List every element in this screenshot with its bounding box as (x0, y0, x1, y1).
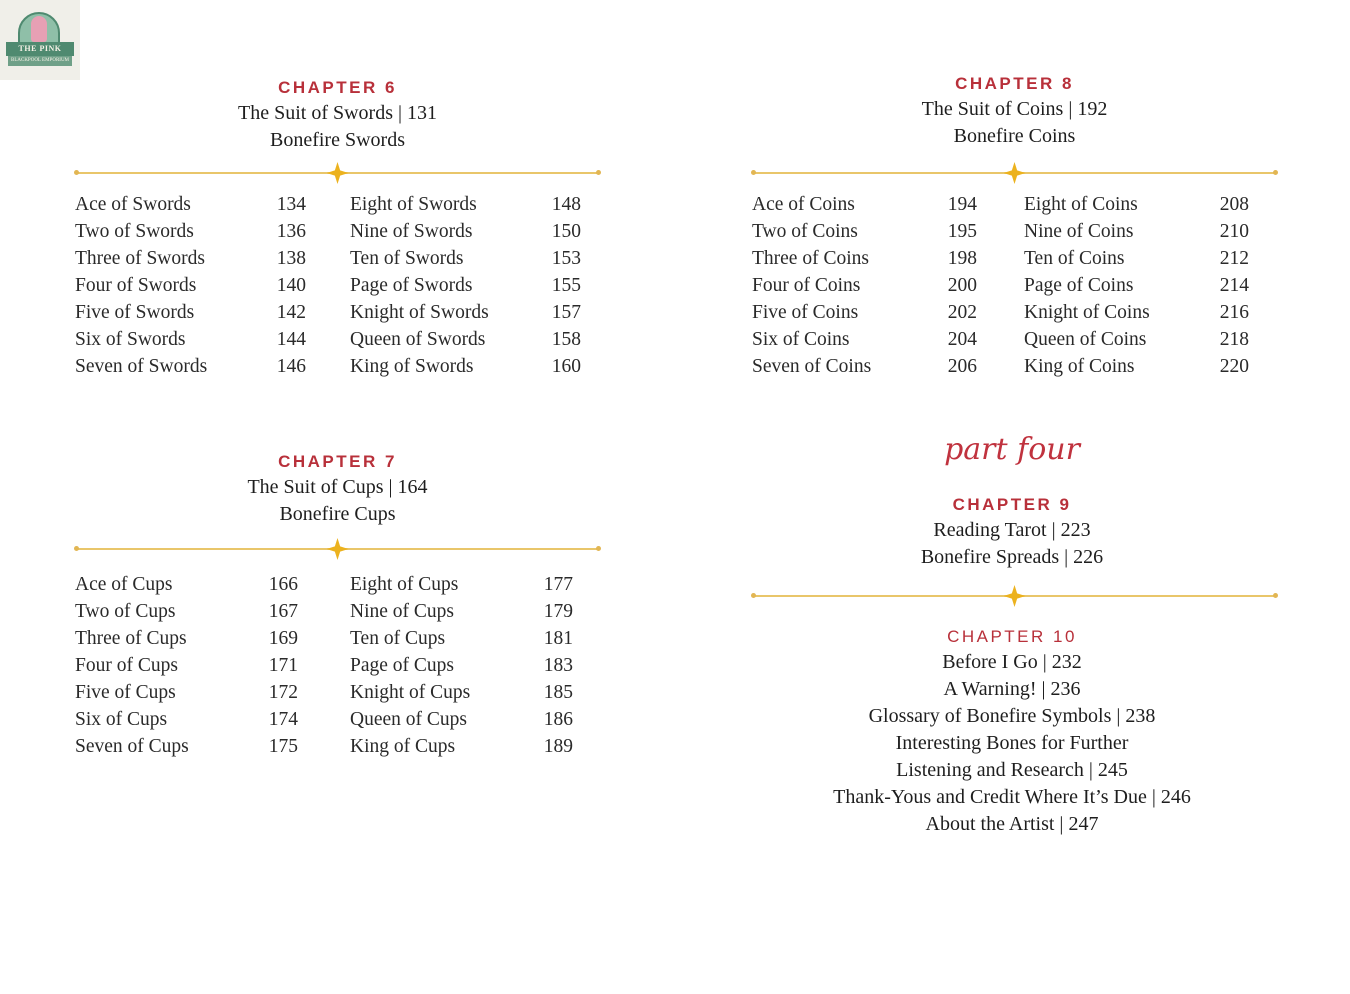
toc-entry-name: Queen of Coins (1024, 329, 1147, 350)
toc-entry-page: 200 (947, 275, 977, 296)
chapter-9-divider (752, 590, 1277, 602)
toc-entry-page: 142 (276, 302, 306, 323)
toc-entry-page: 210 (1219, 221, 1249, 242)
toc-entry-name: Six of Swords (75, 329, 186, 350)
toc-entry-name: Three of Swords (75, 248, 205, 269)
toc-entry-page: 214 (1219, 275, 1249, 296)
toc-entry-page: 220 (1219, 356, 1249, 377)
diamond-star-icon (327, 162, 349, 184)
toc-entry-page: 183 (543, 655, 573, 676)
part-four-heading: part four (944, 432, 1080, 467)
toc-entry-name: King of Coins (1024, 356, 1135, 377)
toc-entry-name: Eight of Cups (350, 574, 459, 595)
toc-entry-name: Three of Cups (75, 628, 187, 649)
toc-entry-page: 134 (276, 194, 306, 215)
toc-entry-name: Three of Coins (752, 248, 869, 269)
diamond-star-icon (327, 538, 349, 560)
chapter-10-line-5: Listening and Research | 245 (896, 759, 1128, 781)
toc-entry-name: Four of Coins (752, 275, 861, 296)
toc-entry-name: Nine of Swords (350, 221, 473, 242)
toc-entry-name: Ten of Swords (350, 248, 464, 269)
toc-entry-name: Five of Swords (75, 302, 195, 323)
toc-entry-page: 169 (268, 628, 298, 649)
chapter-10-line-6: Thank-Yous and Credit Where It’s Due | 246 (833, 786, 1191, 808)
toc-entry-page: 204 (947, 329, 977, 350)
toc-entry-page: 148 (551, 194, 581, 215)
diamond-star-icon (1004, 162, 1026, 184)
toc-entry-name: Page of Coins (1024, 275, 1134, 296)
toc-entry-name: Four of Swords (75, 275, 197, 296)
logo-title: THE PINK (6, 42, 74, 56)
toc-entry-page: 171 (268, 655, 298, 676)
toc-entry-page: 206 (947, 356, 977, 377)
toc-entry-page: 138 (276, 248, 306, 269)
logo-subtitle: BLACKPOOL EMPORIUM (8, 56, 72, 66)
toc-entry-name: King of Cups (350, 736, 456, 757)
toc-entry-page: 155 (551, 275, 581, 296)
toc-entry-name: Ace of Cups (75, 574, 173, 595)
toc-entry-name: Ten of Coins (1024, 248, 1125, 269)
toc-entry-page: 144 (276, 329, 306, 350)
toc-entry-page: 150 (551, 221, 581, 242)
toc-entry-page: 198 (947, 248, 977, 269)
diamond-star-icon (1004, 585, 1026, 607)
toc-entry-page: 216 (1219, 302, 1249, 323)
toc-entry-page: 174 (268, 709, 298, 730)
toc-entry-page: 218 (1219, 329, 1249, 350)
chapter-10-line-2: A Warning! | 236 (943, 678, 1081, 700)
toc-entry-name: Knight of Cups (350, 682, 471, 703)
toc-entry-name: Seven of Coins (752, 356, 872, 377)
toc-entry-page: 179 (543, 601, 573, 622)
toc-entry-page: 160 (551, 356, 581, 377)
toc-entry-name: Nine of Coins (1024, 221, 1134, 242)
toc-entry-name: Knight of Coins (1024, 302, 1150, 323)
chapter-7-heading: CHAPTER 7 (278, 452, 397, 471)
toc-entry-name: King of Swords (350, 356, 474, 377)
toc-entry-name: Queen of Swords (350, 329, 486, 350)
toc-entry-page: 166 (268, 574, 298, 595)
chapter-10-line-4: Interesting Bones for Further (895, 732, 1129, 754)
toc-entry-page: 208 (1219, 194, 1249, 215)
toc-entry-name: Two of Cups (75, 601, 176, 622)
toc-entry-page: 195 (947, 221, 977, 242)
chapter-6-heading: CHAPTER 6 (278, 78, 397, 97)
toc-entry-page: 157 (551, 302, 581, 323)
toc-entry-page: 136 (276, 221, 306, 242)
toc-entry-name: Ace of Swords (75, 194, 191, 215)
toc-entry-name: Nine of Cups (350, 601, 454, 622)
chapter-10-line-7: About the Artist | 247 (925, 813, 1099, 835)
chapter-8-title: The Suit of Coins | 192 (921, 98, 1108, 120)
chapter-10-line-3: Glossary of Bonefire Symbols | 238 (868, 705, 1156, 727)
toc-entry-page: 194 (947, 194, 977, 215)
toc-entry-page: 153 (551, 248, 581, 269)
toc-entry-page: 175 (268, 736, 298, 757)
toc-entry-name: Eight of Swords (350, 194, 477, 215)
toc-entry-name: Six of Coins (752, 329, 850, 350)
chapter-7-divider (75, 543, 600, 555)
toc-entry-name: Ace of Coins (752, 194, 855, 215)
chapter-9-line-2: Bonefire Spreads | 226 (920, 546, 1104, 568)
chapter-6-title: The Suit of Swords | 131 (237, 102, 437, 124)
toc-entry-name: Queen of Cups (350, 709, 467, 730)
chapter-9-heading: CHAPTER 9 (952, 495, 1072, 514)
chapter-10-heading: CHAPTER 10 (947, 627, 1077, 646)
toc-entry-name: Ten of Cups (350, 628, 446, 649)
chapter-8-divider (752, 167, 1277, 179)
toc-entry-page: 140 (276, 275, 306, 296)
toc-entry-page: 202 (947, 302, 977, 323)
toc-entry-name: Five of Coins (752, 302, 859, 323)
chapter-8-subtitle: Bonefire Coins (953, 125, 1076, 147)
toc-entry-page: 181 (543, 628, 573, 649)
toc-entry-name: Two of Swords (75, 221, 194, 242)
chapter-7-title: The Suit of Cups | 164 (247, 476, 428, 498)
toc-entry-page: 146 (276, 356, 306, 377)
toc-entry-page: 167 (268, 601, 298, 622)
logo-figure (31, 16, 47, 42)
toc-entry-name: Five of Cups (75, 682, 176, 703)
chapter-6-divider (75, 167, 600, 179)
toc-entry-name: Page of Swords (350, 275, 473, 296)
chapter-9-line-1: Reading Tarot | 223 (933, 519, 1091, 541)
chapter-6-subtitle: Bonefire Swords (270, 129, 405, 151)
toc-entry-page: 185 (543, 682, 573, 703)
toc-entry-name: Four of Cups (75, 655, 178, 676)
toc-entry-name: Seven of Swords (75, 356, 208, 377)
toc-entry-name: Eight of Coins (1024, 194, 1138, 215)
toc-entry-name: Seven of Cups (75, 736, 189, 757)
toc-entry-name: Page of Cups (350, 655, 454, 676)
chapter-10-line-1: Before I Go | 232 (942, 651, 1082, 673)
toc-entry-name: Knight of Swords (350, 302, 489, 323)
toc-entry-page: 158 (551, 329, 581, 350)
toc-entry-page: 186 (543, 709, 573, 730)
chapter-7-subtitle: Bonefire Cups (279, 503, 396, 525)
publisher-logo (0, 0, 80, 80)
toc-entry-page: 177 (543, 574, 573, 595)
toc-entry-page: 172 (268, 682, 298, 703)
toc-entry-page: 189 (543, 736, 573, 757)
chapter-8-heading: CHAPTER 8 (955, 74, 1074, 93)
toc-entry-name: Two of Coins (752, 221, 858, 242)
toc-entry-page: 212 (1219, 248, 1249, 269)
toc-entry-name: Six of Cups (75, 709, 168, 730)
